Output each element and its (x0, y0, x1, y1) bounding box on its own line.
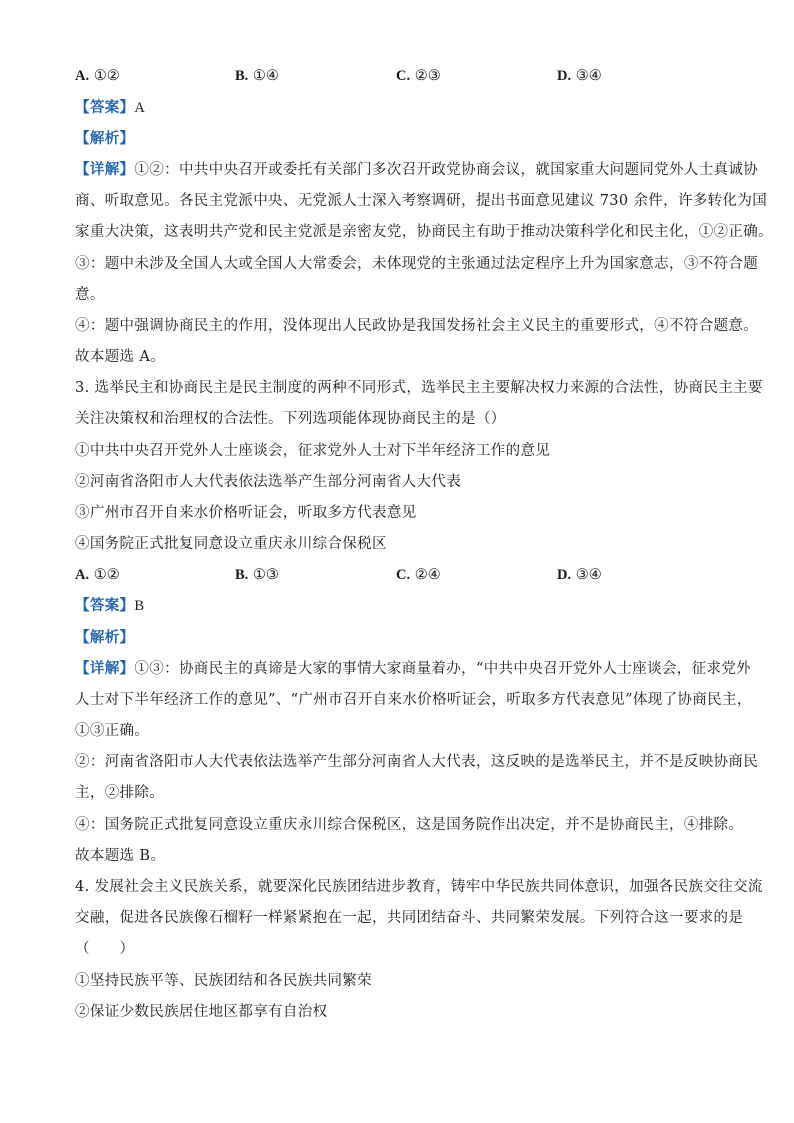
q3-option-a: A. ①② (75, 567, 120, 583)
q3-statement-1: ①中共中央召开党外人士座谈会，征求党外人士对下半年经济工作的意见 (75, 443, 551, 459)
q2-option-c: C. ②③ (396, 68, 441, 84)
q3-stem-line: 3. 选举民主和协商民主是民主制度的两种不同形式，选举民主主要解决权力来源的合法性，协商民主主要 (75, 380, 763, 396)
q2-option-d: D. ③④ (557, 68, 602, 84)
q3-statement-2: ②河南省洛阳市人大代表依法选举产生部分河南省人大代表 (75, 474, 462, 490)
q2-answer: 【答案】A (75, 99, 146, 116)
q4-statement-2: ②保证少数民族居住地区都享有自治权 (75, 1004, 328, 1020)
q3-option-c: C. ②④ (396, 567, 441, 583)
q3-detail-line: ①③正确。 (75, 723, 150, 739)
q2-detail-line: 商、听取意见。各民主党派中央、无党派人士深入考察调研，提出书面意见建议 730 余件，许多转化为国 (75, 193, 768, 209)
q2-detail-line: 故本题选 A。 (75, 349, 166, 365)
q3-detail-line: 人士对下半年经济工作的意见”、“广州市召开自来水价格听证会，听取多方代表意见”体现了协商民主， (75, 692, 752, 708)
q3-option-b: B. ①③ (235, 567, 279, 583)
q2-detail-line: 【详解】①②：中共中央召开或委托有关部门多次召开政党协商会议，就国家重大问题同党外人士真诚协 (75, 161, 759, 178)
q3-stem-line: 关注决策权和治理权的合法性。下列选项能体现协商民主的是（） (75, 411, 506, 427)
q4-stem-line: 4. 发展社会主义民族关系，就要深化民族团结进步教育，铸牢中华民族共同体意识，加强各民族交往交流 (75, 879, 763, 895)
q3-detail-line: 【详解】①③：协商民主的真谛是大家的事情大家商量着办，“中共中央召开党外人士座谈会，征求党外 (75, 660, 752, 677)
q3-answer: 【答案】B (75, 597, 145, 614)
q3-options-row (75, 565, 725, 585)
q2-detail-line: 意。 (75, 287, 105, 303)
q3-statement-3: ③广州市召开自来水价格听证会，听取多方代表意见 (75, 505, 417, 521)
q4-stem-line: 交融，促进各民族像石榴籽一样紧紧抱在一起，共同团结奋斗、共同繁荣发展。下列符合这一要求的是 (75, 910, 744, 926)
q3-option-d: D. ③④ (557, 567, 602, 583)
q2-detail-line: 家重大决策，这表明共产党和民主党派是亲密友党，协商民主有助于推动决策科学化和民主化，①②正确。 (75, 224, 773, 240)
q2-analysis-heading: 【解析】 (75, 130, 135, 147)
q3-detail-line: 故本题选 B。 (75, 848, 166, 864)
q3-analysis-heading: 【解析】 (75, 629, 135, 646)
q2-options-row (75, 66, 725, 86)
q2-option-b: B. ①④ (235, 68, 279, 84)
q3-detail-line: 主，②排除。 (75, 785, 165, 801)
q4-statement-1: ①坚持民族平等、民族团结和各民族共同繁荣 (75, 973, 372, 989)
q3-detail-line: ④：国务院正式批复同意设立重庆永川综合保税区，这是国务院作出决定，并不是协商民主，④排除。 (75, 817, 744, 833)
q3-statement-4: ④国务院正式批复同意设立重庆永川综合保税区 (75, 536, 387, 552)
q2-option-a: A. ①② (75, 68, 120, 84)
q4-stem-line: （ ） (75, 941, 135, 957)
q2-detail-line: ③：题中未涉及全国人大或全国人大常委会，未体现党的主张通过法定程序上升为国家意志，③不符合题 (75, 256, 759, 272)
q3-detail-line: ②：河南省洛阳市人大代表依法选举产生部分河南省人大代表，这反映的是选举民主，并不是反映协商民 (75, 754, 759, 770)
q2-detail-line: ④：题中强调协商民主的作用，没体现出人民政协是我国发扬社会主义民主的重要形式，④不符合题意。 (75, 318, 759, 334)
